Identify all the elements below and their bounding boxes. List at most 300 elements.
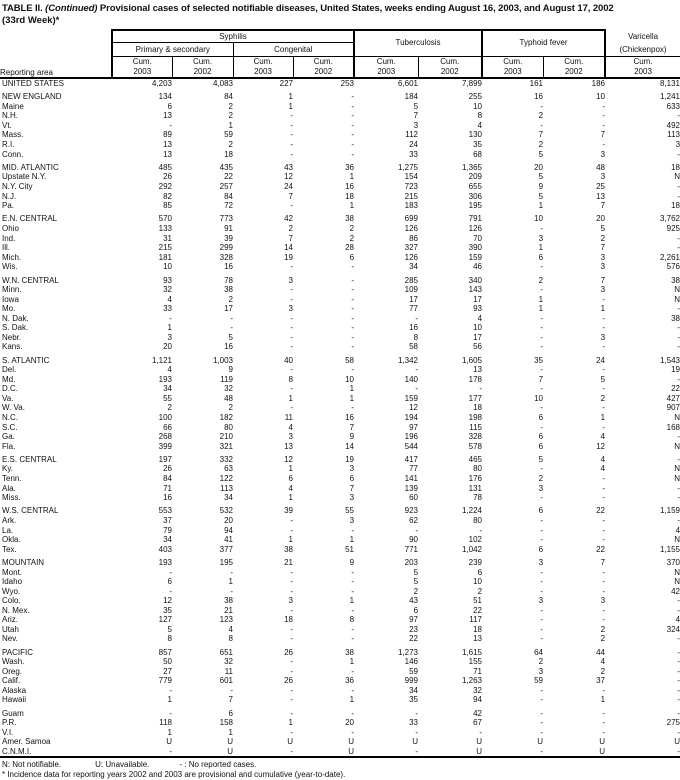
value-cell: 197 xyxy=(158,454,172,464)
value-cell: 1 xyxy=(167,695,172,705)
value-cell: 578 xyxy=(468,441,483,451)
value-cell: 39 xyxy=(284,506,293,516)
value-cell: 923 xyxy=(404,506,419,516)
value-cell: 12 xyxy=(596,441,606,451)
value-cell: 42 xyxy=(473,708,483,718)
value-cell: 97 xyxy=(409,422,419,432)
value-cell: - xyxy=(290,605,293,615)
value-cell: 1 xyxy=(288,718,293,728)
header-typhoid-fever: Typhoid fever xyxy=(482,30,605,57)
value-cell: 37 xyxy=(596,676,606,686)
value-cell: - xyxy=(290,342,293,352)
value-cell: 85 xyxy=(163,201,172,211)
value-cell: 5 xyxy=(228,332,233,342)
page-title xyxy=(2,3,676,15)
value-cell: 126 xyxy=(404,223,419,233)
value-cell: 10 xyxy=(596,92,606,102)
value-cell: 9 xyxy=(349,558,355,567)
value-cell: 465 xyxy=(468,454,483,464)
area-cell: W.N. CENTRAL xyxy=(2,275,59,285)
area-cell: Ind. xyxy=(2,233,16,243)
value-cell: 55 xyxy=(345,506,355,516)
value-cell: 177 xyxy=(468,393,483,403)
value-cell: 33 xyxy=(409,149,419,159)
value-cell: - xyxy=(540,332,544,342)
table-row xyxy=(0,747,680,757)
value-cell: 8 xyxy=(413,332,419,342)
table-label: TABLE II. xyxy=(2,3,43,14)
area-cell: Okla. xyxy=(2,535,21,545)
table-row xyxy=(0,526,680,536)
value-cell: 159 xyxy=(468,252,483,262)
value-cell: 36 xyxy=(345,162,355,172)
value-cell: 1 xyxy=(228,727,233,737)
value-cell: 1,263 xyxy=(461,676,483,686)
area-cell: Wyo. xyxy=(2,586,21,596)
value-cell: - xyxy=(351,605,355,615)
value-cell: U xyxy=(348,737,355,747)
value-cell: 182 xyxy=(219,412,233,422)
area-cell: Mass. xyxy=(2,130,24,140)
value-cell: 6 xyxy=(167,577,172,587)
value-cell: 31 xyxy=(163,233,172,243)
value-cell: - xyxy=(677,746,680,756)
value-cell: 9 xyxy=(538,181,544,191)
value-cell: - xyxy=(540,615,544,625)
year-label: 2003 xyxy=(503,66,522,76)
value-cell: - xyxy=(351,365,355,375)
cum-label: Cum. xyxy=(132,57,152,67)
table-row xyxy=(0,130,680,140)
value-cell: - xyxy=(290,130,293,140)
value-cell: 7 xyxy=(600,558,606,567)
area-cell: P.R. xyxy=(2,718,17,728)
value-cell: 2 xyxy=(228,140,233,149)
value-cell: 84 xyxy=(163,474,172,484)
value-cell: 4 xyxy=(600,454,606,464)
value-cell: 1 xyxy=(538,294,544,304)
value-cell: - xyxy=(415,746,419,756)
value-cell: - xyxy=(415,384,419,394)
value-cell: 299 xyxy=(219,243,233,253)
value-cell: - xyxy=(602,605,606,615)
value-cell: - xyxy=(540,323,544,333)
value-cell: - xyxy=(677,647,680,657)
value-cell: 332 xyxy=(219,454,233,464)
value-cell: 90 xyxy=(409,535,419,545)
value-cell: - xyxy=(677,666,680,676)
value-cell: 340 xyxy=(468,275,483,285)
area-cell: Miss. xyxy=(2,493,21,503)
value-cell: - xyxy=(602,516,606,526)
value-cell: 78 xyxy=(473,493,483,503)
value-cell: - xyxy=(290,403,293,413)
value-cell: 4 xyxy=(600,464,606,474)
value-cell: 435 xyxy=(219,162,233,172)
value-cell: 1 xyxy=(538,304,544,314)
value-cell: 2 xyxy=(349,223,355,233)
value-cell: 1,342 xyxy=(397,355,419,365)
value-cell: 59 xyxy=(534,676,544,686)
value-cell: 126 xyxy=(404,252,419,262)
value-cell: 1 xyxy=(167,727,172,737)
value-cell: 51 xyxy=(473,596,483,606)
value-cell: 21 xyxy=(224,605,233,615)
area-cell: V.I. xyxy=(2,727,14,737)
value-cell: - xyxy=(540,120,544,130)
value-cell: 7 xyxy=(288,191,293,201)
value-cell: 122 xyxy=(219,474,233,484)
area-cell: MID. ATLANTIC xyxy=(2,162,59,172)
value-cell: - xyxy=(169,313,172,323)
value-cell: U xyxy=(599,737,606,747)
value-cell: 123 xyxy=(219,615,233,625)
header-cum-cell xyxy=(293,56,354,78)
value-cell: 38 xyxy=(284,544,293,554)
area-cell: Alaska xyxy=(2,685,27,695)
value-cell: - xyxy=(169,708,172,718)
value-cell: 1,275 xyxy=(397,162,419,172)
value-cell: 857 xyxy=(158,647,172,657)
value-cell: 18 xyxy=(671,201,680,211)
value-cell: 2 xyxy=(167,403,172,413)
value-cell: 71 xyxy=(163,483,172,493)
value-cell: 58 xyxy=(409,342,419,352)
value-cell: 16 xyxy=(224,262,233,272)
value-cell: 7 xyxy=(538,130,544,140)
value-cell: N xyxy=(674,535,680,545)
value-cell: 72 xyxy=(224,201,233,211)
value-cell: 1 xyxy=(349,201,355,211)
value-cell: 24 xyxy=(284,181,293,191)
value-cell: 3 xyxy=(288,275,293,285)
table-row xyxy=(0,577,680,587)
value-cell: - xyxy=(290,577,293,587)
value-cell: 28 xyxy=(345,243,355,253)
value-cell: 1 xyxy=(288,393,293,403)
year-label: 2002 xyxy=(314,66,333,76)
value-cell: - xyxy=(677,596,680,606)
value-cell: 1 xyxy=(228,577,233,587)
value-cell: - xyxy=(351,342,355,352)
value-cell: 403 xyxy=(158,544,172,554)
table-row xyxy=(0,493,680,503)
value-cell: 70 xyxy=(473,233,483,243)
value-cell: - xyxy=(351,262,355,272)
value-cell: - xyxy=(290,567,293,577)
value-cell: 4,083 xyxy=(212,79,233,88)
value-cell: - xyxy=(540,718,544,728)
value-cell: 7 xyxy=(538,374,544,384)
cum-label: Cum. xyxy=(376,57,396,67)
value-cell: 21 xyxy=(284,558,293,567)
value-cell: 13 xyxy=(473,365,483,375)
value-cell: 131 xyxy=(468,483,483,493)
value-cell: - xyxy=(540,727,544,737)
value-cell: 1 xyxy=(288,464,293,474)
value-cell: - xyxy=(351,624,355,634)
area-cell: W.S. CENTRAL xyxy=(2,506,59,516)
value-cell: - xyxy=(290,586,293,596)
value-cell: - xyxy=(540,586,544,596)
value-cell: - xyxy=(677,676,680,686)
area-cell: Ga. xyxy=(2,432,15,442)
value-cell: - xyxy=(290,111,293,121)
value-cell: 11 xyxy=(224,666,233,676)
value-cell: - xyxy=(540,577,544,587)
value-cell: 38 xyxy=(345,647,355,657)
value-cell: 112 xyxy=(405,130,419,140)
value-cell: 3 xyxy=(288,596,293,606)
value-cell: - xyxy=(351,294,355,304)
value-cell: - xyxy=(290,262,293,272)
value-cell: - xyxy=(540,695,544,705)
value-cell: 139 xyxy=(404,483,419,493)
value-cell: - xyxy=(290,332,293,342)
value-cell: 5 xyxy=(413,577,419,587)
table-row xyxy=(0,455,680,465)
table-row xyxy=(0,375,680,385)
value-cell: 4,203 xyxy=(151,79,172,88)
value-cell: - xyxy=(540,525,544,535)
value-cell: 22 xyxy=(671,384,680,394)
value-cell: 141 xyxy=(404,474,419,484)
value-cell: 275 xyxy=(666,718,680,728)
value-cell: 143 xyxy=(468,285,483,295)
value-cell: 20 xyxy=(163,342,172,352)
value-cell: 1,121 xyxy=(151,355,172,365)
value-cell: 253 xyxy=(340,79,355,88)
value-cell: - xyxy=(677,304,680,314)
header-cum-cell xyxy=(418,56,482,78)
value-cell: 102 xyxy=(468,535,483,545)
value-cell: 12 xyxy=(284,172,293,182)
value-cell: 25 xyxy=(596,181,606,191)
area-cell: Vt. xyxy=(2,120,12,130)
area-cell: NEW ENGLAND xyxy=(2,92,62,102)
value-cell: 999 xyxy=(404,676,419,686)
value-cell: 13 xyxy=(163,149,172,159)
value-cell: 118 xyxy=(159,718,172,728)
value-cell: 146 xyxy=(404,657,419,667)
value-cell: 257 xyxy=(219,181,233,191)
value-cell: - xyxy=(677,657,680,667)
value-cell: 64 xyxy=(534,647,544,657)
value-cell: 3 xyxy=(349,493,355,503)
area-cell: Mich. xyxy=(2,252,22,262)
value-cell: 3 xyxy=(349,516,355,526)
value-cell: - xyxy=(677,111,680,121)
value-cell: 327 xyxy=(404,243,419,253)
value-cell: - xyxy=(540,464,544,474)
value-cell: 71 xyxy=(473,666,483,676)
value-cell: 1 xyxy=(288,493,293,503)
value-cell: 58 xyxy=(345,355,355,365)
value-cell: - xyxy=(602,493,606,503)
value-cell: 3 xyxy=(167,332,172,342)
value-cell: 328 xyxy=(219,252,233,262)
year-label: 2003 xyxy=(377,66,396,76)
value-cell: 2 xyxy=(600,233,606,243)
area-cell: Guam xyxy=(2,708,24,718)
value-cell: 68 xyxy=(473,149,483,159)
header-syphilis: Syphilis xyxy=(112,30,354,43)
value-cell: 6 xyxy=(228,708,233,718)
value-cell: 32 xyxy=(224,657,233,667)
value-cell: 1,241 xyxy=(659,92,680,102)
value-cell: 16 xyxy=(534,92,544,102)
table-body xyxy=(0,78,680,756)
value-cell: 193 xyxy=(158,374,172,384)
value-cell: - xyxy=(351,130,355,140)
value-cell: - xyxy=(230,323,233,333)
value-cell: 78 xyxy=(224,275,233,285)
cum-label: Cum. xyxy=(253,57,273,67)
value-cell: - xyxy=(351,586,355,596)
value-cell: 4 xyxy=(675,525,680,535)
area-cell: N. Mex. xyxy=(2,605,30,615)
value-cell: 544 xyxy=(404,441,419,451)
value-cell: - xyxy=(677,634,680,644)
value-cell: - xyxy=(540,384,544,394)
value-cell: 532 xyxy=(219,506,233,516)
value-cell: 3 xyxy=(600,172,606,182)
value-cell: 44 xyxy=(596,647,606,657)
value-cell: 6,601 xyxy=(397,79,419,88)
value-cell: 7 xyxy=(600,243,606,253)
area-cell: Hawaii xyxy=(2,695,27,705)
value-cell: 38 xyxy=(345,214,355,224)
header-cum-cell xyxy=(543,56,605,78)
value-cell: 161 xyxy=(529,79,544,88)
value-cell: 181 xyxy=(158,252,172,262)
value-cell: 35 xyxy=(409,695,419,705)
value-cell: 10 xyxy=(473,101,483,111)
value-cell: - xyxy=(415,365,419,375)
value-cell: 485 xyxy=(158,162,172,172)
value-cell: - xyxy=(290,708,293,718)
table-row xyxy=(0,615,680,625)
value-cell: - xyxy=(602,365,606,375)
value-cell: 42 xyxy=(671,586,680,596)
area-cell: Tex. xyxy=(2,544,17,554)
value-cell: 2 xyxy=(538,111,544,121)
value-cell: 2 xyxy=(538,275,544,285)
value-cell: 203 xyxy=(404,558,419,567)
value-cell: - xyxy=(415,313,419,323)
value-cell: 5 xyxy=(167,624,172,634)
value-cell: - xyxy=(290,149,293,159)
value-cell: 82 xyxy=(163,191,172,201)
value-cell: - xyxy=(169,567,172,577)
area-cell: Ill. xyxy=(2,243,10,253)
value-cell: 37 xyxy=(163,516,172,526)
table-row xyxy=(0,243,680,253)
area-cell: Utah xyxy=(2,624,19,634)
value-cell: N xyxy=(674,464,680,474)
value-cell: - xyxy=(602,474,606,484)
value-cell: - xyxy=(540,262,544,272)
value-cell: 6 xyxy=(538,441,544,451)
value-cell: - xyxy=(540,493,544,503)
value-cell: 48 xyxy=(224,393,233,403)
value-cell: - xyxy=(540,403,544,413)
area-cell: Va. xyxy=(2,393,14,403)
value-cell: - xyxy=(351,149,355,159)
value-cell: - xyxy=(351,403,355,413)
cum-label: Cum. xyxy=(440,57,460,67)
value-cell: 80 xyxy=(224,422,233,432)
value-cell: 3 xyxy=(288,432,293,442)
value-cell: 89 xyxy=(163,130,172,140)
value-cell: 2 xyxy=(228,403,233,413)
value-cell: 22 xyxy=(224,172,233,182)
value-cell: 5 xyxy=(413,101,419,111)
value-cell: 399 xyxy=(158,441,172,451)
value-cell: U xyxy=(476,737,483,747)
value-cell: 140 xyxy=(404,374,419,384)
year-label: 2002 xyxy=(193,66,212,76)
area-cell: N.J. xyxy=(2,191,17,201)
value-cell: U xyxy=(599,746,606,756)
value-cell: 5 xyxy=(600,374,606,384)
value-cell: 4 xyxy=(288,483,293,493)
value-cell: 20 xyxy=(534,162,544,172)
table-row xyxy=(0,695,680,705)
cum-label: Cum. xyxy=(503,57,523,67)
value-cell: 38 xyxy=(671,275,680,285)
value-cell: - xyxy=(230,567,233,577)
value-cell: - xyxy=(415,708,419,718)
value-cell: 6 xyxy=(349,252,355,262)
week-label: (33rd Week)* xyxy=(2,14,60,26)
value-cell: - xyxy=(169,746,172,756)
cum-label: Cum. xyxy=(192,57,213,67)
value-cell: 321 xyxy=(219,441,233,451)
value-cell: 1,273 xyxy=(397,647,419,657)
value-cell: - xyxy=(540,685,544,695)
value-cell: 292 xyxy=(158,181,172,191)
value-cell: 119 xyxy=(220,374,233,384)
area-cell: Ala. xyxy=(2,483,16,493)
value-cell: 7 xyxy=(413,111,419,121)
area-cell: MOUNTAIN xyxy=(2,558,45,567)
value-cell: - xyxy=(540,365,544,375)
table-row xyxy=(0,403,680,413)
value-cell: 39 xyxy=(224,233,233,243)
value-cell: 699 xyxy=(404,214,419,224)
area-cell: Fla. xyxy=(2,441,16,451)
value-cell: 93 xyxy=(473,304,483,314)
value-cell: 22 xyxy=(409,634,419,644)
value-cell: 7 xyxy=(600,201,606,211)
value-cell: 4 xyxy=(228,624,233,634)
value-cell: 8,131 xyxy=(659,79,680,88)
value-cell: U xyxy=(412,737,419,747)
footnote-n: N: Not notifiable. xyxy=(2,760,62,770)
area-cell: Idaho xyxy=(2,577,23,587)
value-cell: 194 xyxy=(404,412,419,422)
value-cell: 2 xyxy=(600,634,606,644)
value-cell: 1 xyxy=(288,101,293,111)
year-label: 2002 xyxy=(440,66,459,76)
table-row xyxy=(0,484,680,494)
table-row xyxy=(0,149,680,159)
value-cell: 6 xyxy=(538,506,544,516)
value-cell: 4 xyxy=(600,432,606,442)
value-cell: 4 xyxy=(477,313,483,323)
value-cell: - xyxy=(677,727,680,737)
